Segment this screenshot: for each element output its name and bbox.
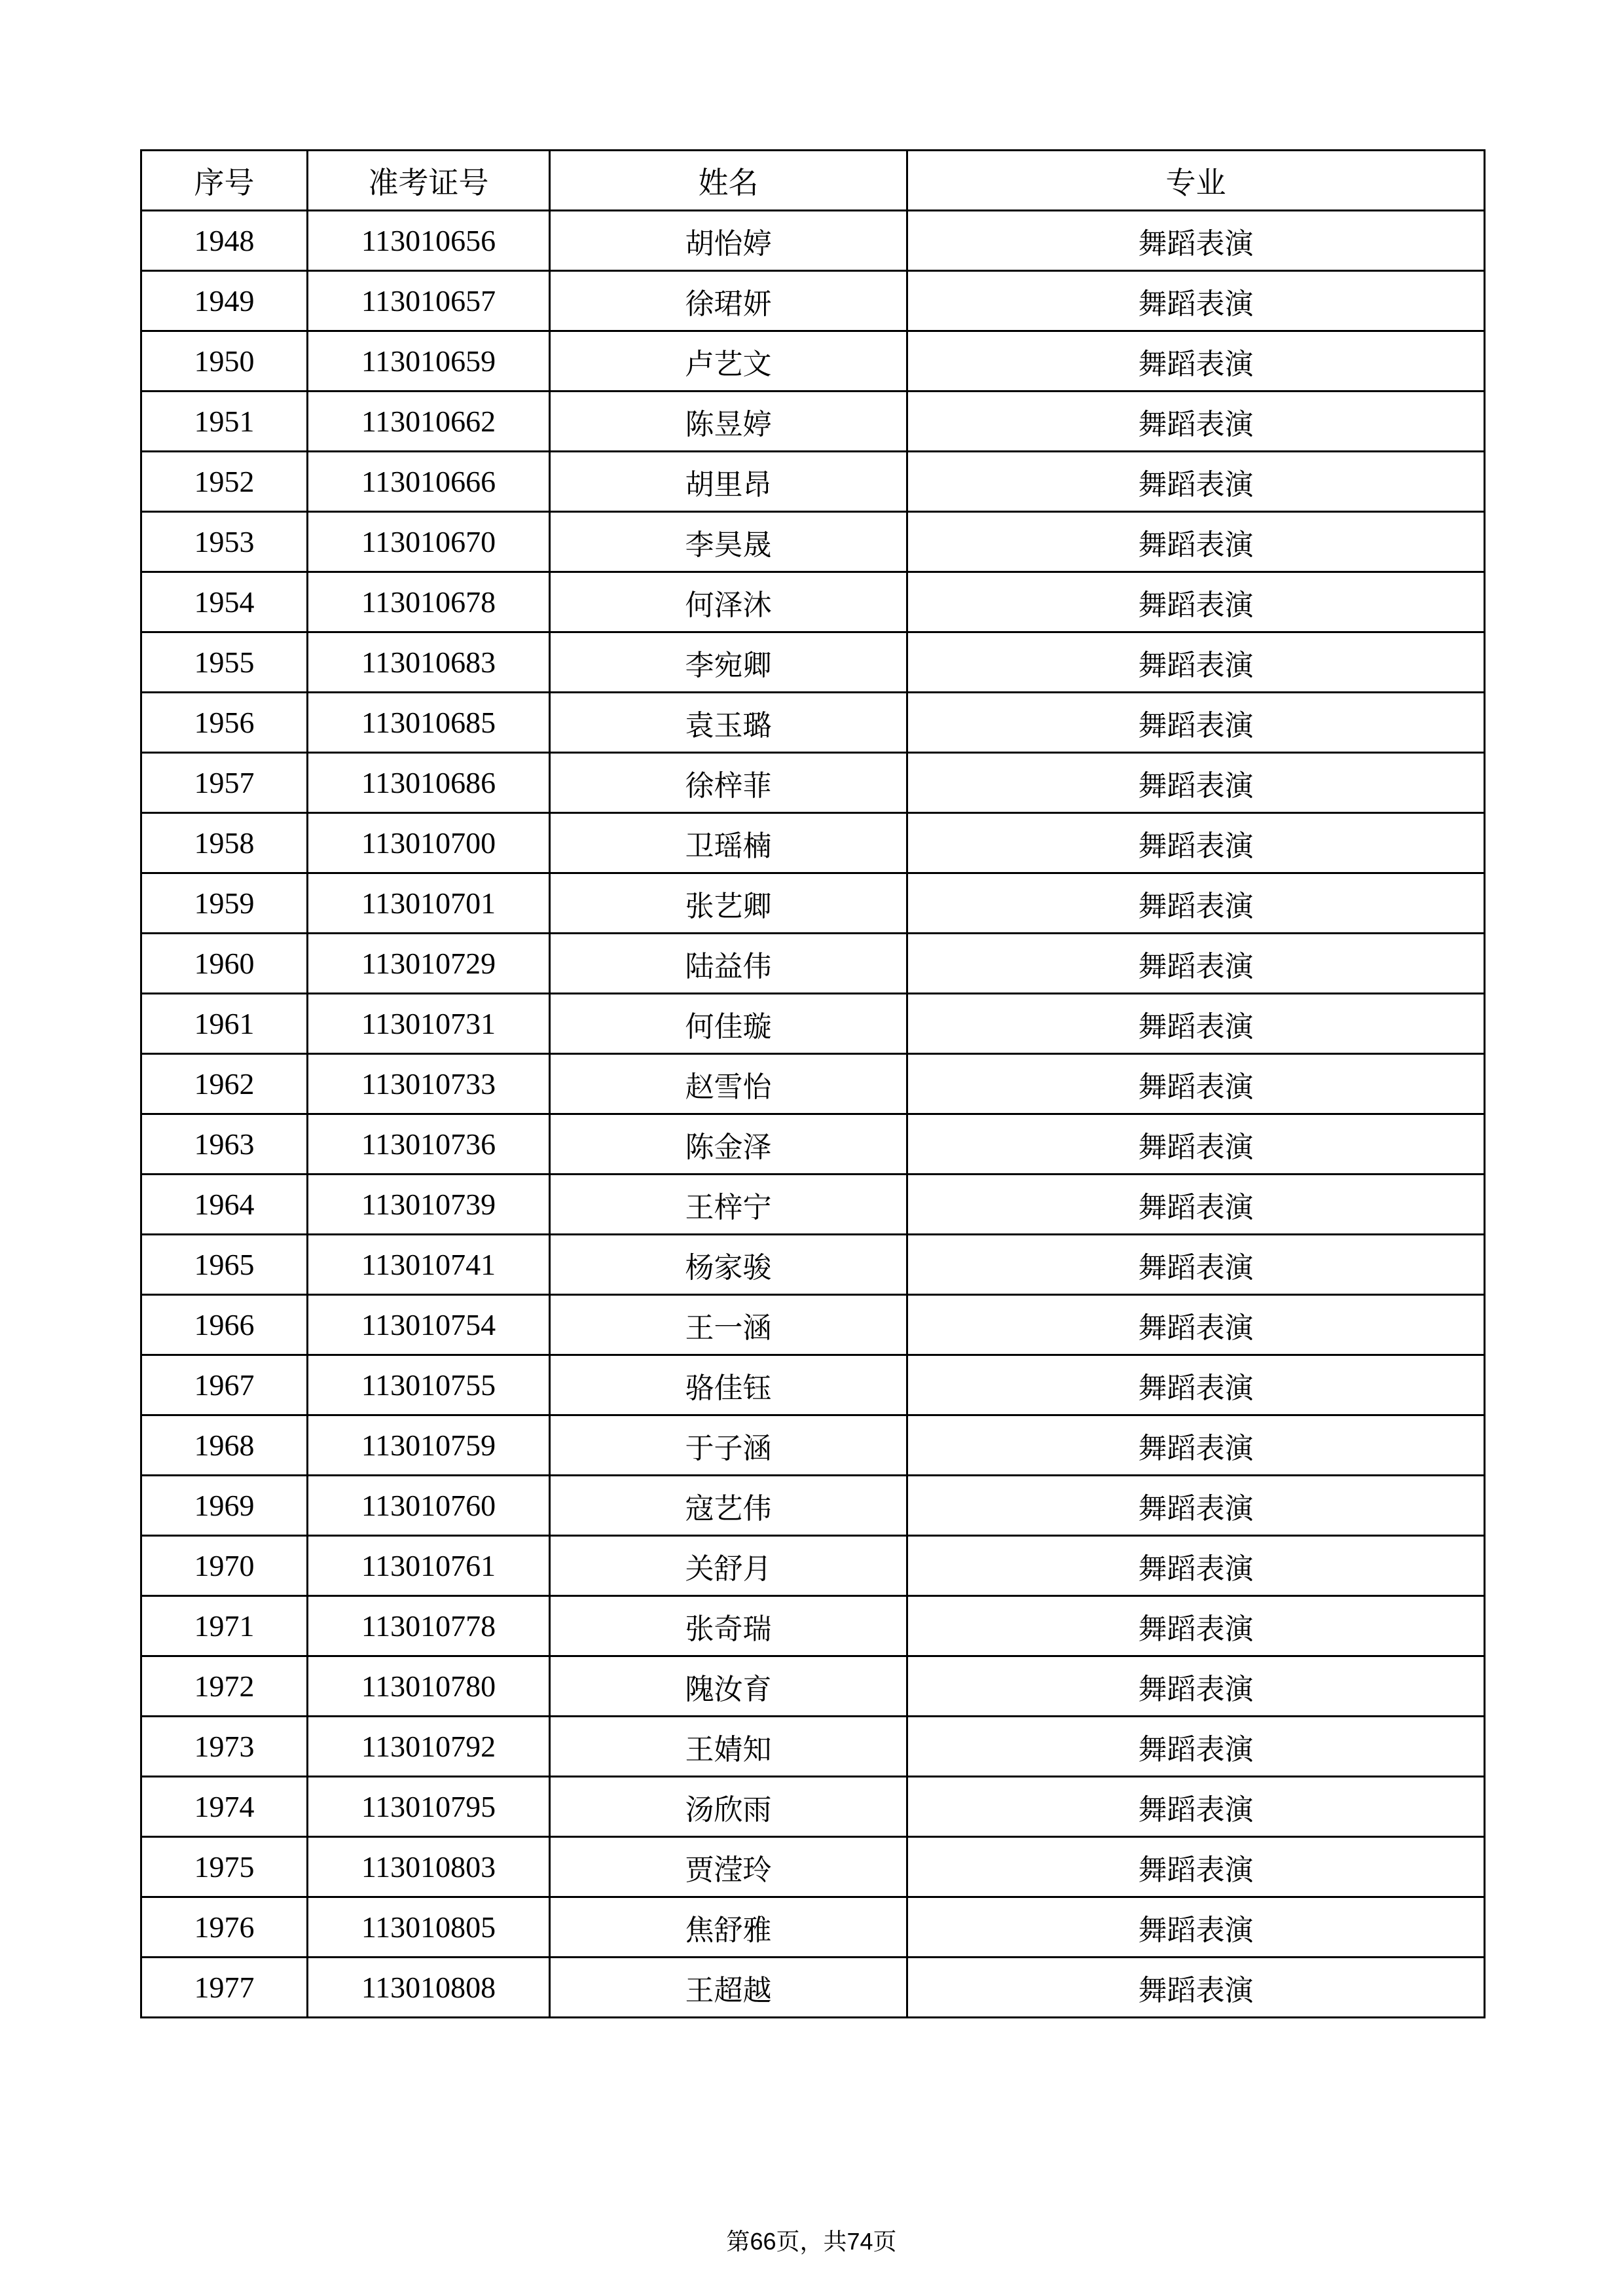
table-row [141,1355,1485,1415]
cell-serial: 1960 [141,934,308,994]
cell-major: 舞蹈表演 [907,512,1485,572]
cell-exam-id: 113010678 [308,572,550,632]
cell-serial: 1970 [141,1536,308,1596]
cell-name: 王超越 [550,1958,907,2018]
cell-major: 舞蹈表演 [907,813,1485,873]
cell-exam-id: 113010778 [308,1596,550,1656]
table-row [141,512,1485,572]
cell-serial: 1969 [141,1476,308,1536]
cell-exam-id: 113010683 [308,632,550,693]
cell-exam-id: 113010659 [308,331,550,392]
cell-major: 舞蹈表演 [907,211,1485,271]
table-row [141,1415,1485,1476]
cell-exam-id: 113010731 [308,994,550,1054]
table-row [141,211,1485,271]
cell-name: 李昊晟 [550,512,907,572]
cell-major: 舞蹈表演 [907,693,1485,753]
cell-major: 舞蹈表演 [907,1175,1485,1235]
cell-major: 舞蹈表演 [907,873,1485,934]
table-row [141,1235,1485,1295]
cell-major: 舞蹈表演 [907,331,1485,392]
table-body [141,211,1485,2018]
table-row [141,271,1485,331]
cell-major: 舞蹈表演 [907,1476,1485,1536]
cell-serial: 1977 [141,1958,308,2018]
cell-major: 舞蹈表演 [907,753,1485,813]
table-row [141,994,1485,1054]
cell-major: 舞蹈表演 [907,452,1485,512]
table-row [141,1054,1485,1114]
cell-major: 舞蹈表演 [907,1295,1485,1355]
cell-major: 舞蹈表演 [907,1596,1485,1656]
cell-name: 卢艺文 [550,331,907,392]
cell-name: 骆佳钰 [550,1355,907,1415]
cell-exam-id: 113010760 [308,1476,550,1536]
table-row [141,331,1485,392]
cell-serial: 1953 [141,512,308,572]
cell-name: 胡里昂 [550,452,907,512]
cell-exam-id: 113010759 [308,1415,550,1476]
cell-name: 陆益伟 [550,934,907,994]
cell-exam-id: 113010701 [308,873,550,934]
cell-serial: 1948 [141,211,308,271]
cell-serial: 1971 [141,1596,308,1656]
table-row [141,632,1485,693]
table-row [141,1114,1485,1175]
cell-serial: 1962 [141,1054,308,1114]
table-row [141,1656,1485,1717]
cell-major: 舞蹈表演 [907,1717,1485,1777]
total-pages: 74 [847,2228,873,2255]
table-row [141,1476,1485,1536]
cell-exam-id: 113010780 [308,1656,550,1717]
cell-exam-id: 113010700 [308,813,550,873]
cell-exam-id: 113010808 [308,1958,550,2018]
cell-major: 舞蹈表演 [907,1536,1485,1596]
cell-serial: 1965 [141,1235,308,1295]
current-page: 66 [750,2228,776,2255]
header-serial: 序号 [141,151,308,211]
cell-serial: 1973 [141,1717,308,1777]
cell-serial: 1976 [141,1897,308,1958]
cell-serial: 1956 [141,693,308,753]
cell-serial: 1961 [141,994,308,1054]
cell-major: 舞蹈表演 [907,1355,1485,1415]
cell-major: 舞蹈表演 [907,1415,1485,1476]
cell-name: 徐珺妍 [550,271,907,331]
cell-serial: 1975 [141,1837,308,1897]
cell-name: 陈金泽 [550,1114,907,1175]
page-footer [0,2223,1623,2257]
table-row [141,753,1485,813]
table-row [141,572,1485,632]
cell-major: 舞蹈表演 [907,1054,1485,1114]
cell-exam-id: 113010792 [308,1717,550,1777]
cell-serial: 1959 [141,873,308,934]
table-row [141,452,1485,512]
cell-serial: 1954 [141,572,308,632]
cell-serial: 1957 [141,753,308,813]
candidate-table [140,149,1486,2018]
cell-name: 张奇瑞 [550,1596,907,1656]
header-exam-id: 准考证号 [308,151,550,211]
cell-serial: 1974 [141,1777,308,1837]
cell-major: 舞蹈表演 [907,572,1485,632]
table-row [141,1596,1485,1656]
cell-major: 舞蹈表演 [907,392,1485,452]
table-row [141,1897,1485,1958]
cell-name: 杨家骏 [550,1235,907,1295]
cell-name: 陈昱婷 [550,392,907,452]
table-row [141,392,1485,452]
cell-serial: 1972 [141,1656,308,1717]
cell-name: 于子涵 [550,1415,907,1476]
cell-exam-id: 113010803 [308,1837,550,1897]
cell-exam-id: 113010805 [308,1897,550,1958]
cell-major: 舞蹈表演 [907,1897,1485,1958]
cell-major: 舞蹈表演 [907,1777,1485,1837]
cell-name: 何泽沐 [550,572,907,632]
cell-name: 袁玉璐 [550,693,907,753]
table-row [141,693,1485,753]
table-row [141,1837,1485,1897]
cell-name: 寇艺伟 [550,1476,907,1536]
cell-exam-id: 113010736 [308,1114,550,1175]
cell-name: 徐梓菲 [550,753,907,813]
cell-major: 舞蹈表演 [907,934,1485,994]
cell-name: 贾滢玲 [550,1837,907,1897]
table-row [141,813,1485,873]
cell-exam-id: 113010733 [308,1054,550,1114]
table-row [141,873,1485,934]
cell-exam-id: 113010729 [308,934,550,994]
cell-serial: 1958 [141,813,308,873]
cell-major: 舞蹈表演 [907,1114,1485,1175]
cell-major: 舞蹈表演 [907,271,1485,331]
cell-major: 舞蹈表演 [907,632,1485,693]
cell-name: 胡怡婷 [550,211,907,271]
cell-serial: 1968 [141,1415,308,1476]
cell-exam-id: 113010657 [308,271,550,331]
cell-major: 舞蹈表演 [907,1656,1485,1717]
cell-serial: 1950 [141,331,308,392]
table-row [141,934,1485,994]
cell-exam-id: 113010662 [308,392,550,452]
cell-serial: 1967 [141,1355,308,1415]
table-row [141,1536,1485,1596]
cell-name: 赵雪怡 [550,1054,907,1114]
header-row [141,151,1485,211]
footer-middle: 页，共 [776,2229,847,2255]
cell-serial: 1963 [141,1114,308,1175]
table-row [141,1295,1485,1355]
table-row [141,1717,1485,1777]
cell-name: 王一涵 [550,1295,907,1355]
cell-serial: 1952 [141,452,308,512]
cell-major: 舞蹈表演 [907,994,1485,1054]
cell-name: 焦舒雅 [550,1897,907,1958]
cell-exam-id: 113010666 [308,452,550,512]
cell-exam-id: 113010670 [308,512,550,572]
cell-exam-id: 113010795 [308,1777,550,1837]
cell-serial: 1955 [141,632,308,693]
cell-exam-id: 113010741 [308,1235,550,1295]
table-row [141,1777,1485,1837]
cell-exam-id: 113010755 [308,1355,550,1415]
cell-exam-id: 113010739 [308,1175,550,1235]
cell-name: 王婧知 [550,1717,907,1777]
cell-name: 卫瑶楠 [550,813,907,873]
cell-name: 何佳璇 [550,994,907,1054]
cell-exam-id: 113010686 [308,753,550,813]
cell-serial: 1964 [141,1175,308,1235]
cell-exam-id: 113010754 [308,1295,550,1355]
cell-name: 张艺卿 [550,873,907,934]
cell-name: 李宛卿 [550,632,907,693]
cell-name: 汤欣雨 [550,1777,907,1837]
table-row [141,1175,1485,1235]
cell-exam-id: 113010685 [308,693,550,753]
cell-exam-id: 113010761 [308,1536,550,1596]
footer-suffix: 页 [873,2229,897,2255]
cell-name: 隗汝育 [550,1656,907,1717]
header-major: 专业 [907,151,1485,211]
header-name: 姓名 [550,151,907,211]
cell-serial: 1966 [141,1295,308,1355]
cell-major: 舞蹈表演 [907,1837,1485,1897]
footer-prefix: 第 [726,2229,750,2255]
cell-serial: 1949 [141,271,308,331]
cell-name: 关舒月 [550,1536,907,1596]
cell-exam-id: 113010656 [308,211,550,271]
table-row [141,1958,1485,2018]
cell-name: 王梓宁 [550,1175,907,1235]
cell-major: 舞蹈表演 [907,1958,1485,2018]
cell-major: 舞蹈表演 [907,1235,1485,1295]
cell-serial: 1951 [141,392,308,452]
